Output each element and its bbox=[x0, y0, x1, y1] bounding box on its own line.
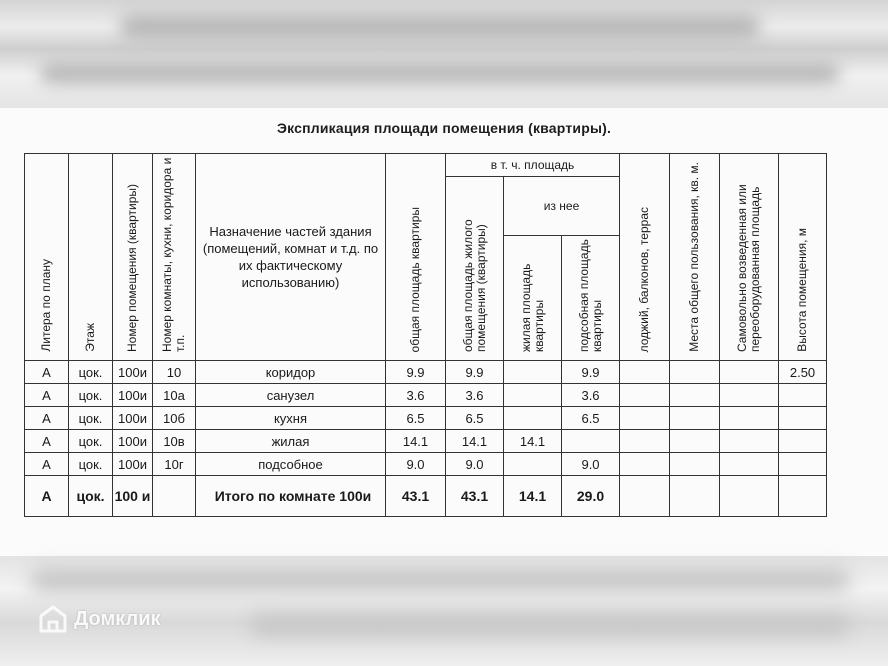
cell-illegal bbox=[720, 430, 779, 453]
header-apartment-number: Номер помещения (квартиры) bbox=[113, 154, 153, 361]
header-illegal-area: Самовольно возведенная или переоборудованная площадь bbox=[720, 154, 779, 361]
cell-total-area: 9.9 bbox=[386, 361, 446, 384]
cell-illegal bbox=[720, 361, 779, 384]
blur-smudge bbox=[40, 62, 840, 84]
cell-living-total: 3.6 bbox=[446, 384, 504, 407]
total-floor: цок. bbox=[69, 476, 113, 517]
cell-illegal bbox=[720, 453, 779, 476]
cell-purpose: подсобное bbox=[196, 453, 386, 476]
total-litera: А bbox=[25, 476, 69, 517]
cell-height bbox=[779, 453, 827, 476]
header-litera: Литера по плану bbox=[25, 154, 69, 361]
cell-apartment: 100и bbox=[113, 407, 153, 430]
cell-auxiliary: 9.9 bbox=[562, 361, 620, 384]
header-purpose: Назначение частей здания (помещений, комнат и т.д. по их фактическому использованию) bbox=[196, 154, 386, 361]
cell-living: 14.1 bbox=[504, 430, 562, 453]
cell-room: 10в bbox=[153, 430, 196, 453]
cell-floor: цок. bbox=[69, 453, 113, 476]
table-row bbox=[25, 407, 827, 430]
blur-smudge bbox=[250, 614, 850, 636]
cell-loggia bbox=[620, 384, 670, 407]
cell-loggia bbox=[620, 361, 670, 384]
cell-apartment: 100и bbox=[113, 430, 153, 453]
cell-litera: А bbox=[25, 407, 69, 430]
table-row bbox=[25, 361, 827, 384]
total-loggia bbox=[620, 476, 670, 517]
cell-common bbox=[670, 407, 720, 430]
cell-total-area: 6.5 bbox=[386, 407, 446, 430]
cell-floor: цок. bbox=[69, 407, 113, 430]
cell-litera: А bbox=[25, 453, 69, 476]
cell-floor: цок. bbox=[69, 430, 113, 453]
cell-living-total: 9.0 bbox=[446, 453, 504, 476]
total-living: 14.1 bbox=[504, 476, 562, 517]
cell-common bbox=[670, 430, 720, 453]
cell-living bbox=[504, 384, 562, 407]
cell-living-total: 6.5 bbox=[446, 407, 504, 430]
total-room bbox=[153, 476, 196, 517]
explication-table bbox=[24, 153, 827, 517]
total-area: 43.1 bbox=[386, 476, 446, 517]
cell-room: 10б bbox=[153, 407, 196, 430]
cell-auxiliary: 3.6 bbox=[562, 384, 620, 407]
header-room-height: Высота помещения, м bbox=[779, 154, 827, 361]
cell-height bbox=[779, 430, 827, 453]
cell-common bbox=[670, 361, 720, 384]
blurred-top-area bbox=[0, 0, 888, 108]
house-logo-icon bbox=[38, 604, 68, 634]
table-row bbox=[25, 453, 827, 476]
header-including-area: в т. ч. площадь bbox=[446, 154, 620, 177]
cell-loggia bbox=[620, 430, 670, 453]
header-loggias: лоджий, балконов, террас bbox=[620, 154, 670, 361]
cell-apartment: 100и bbox=[113, 361, 153, 384]
cell-total-area: 9.0 bbox=[386, 453, 446, 476]
cell-room: 10г bbox=[153, 453, 196, 476]
document-page bbox=[0, 108, 888, 556]
blur-smudge bbox=[120, 14, 760, 40]
cell-auxiliary: 9.0 bbox=[562, 453, 620, 476]
header-row-1 bbox=[25, 154, 827, 177]
cell-height bbox=[779, 384, 827, 407]
cell-floor: цок. bbox=[69, 384, 113, 407]
cell-living bbox=[504, 453, 562, 476]
header-room-number: Номер комнаты, кухни, коридора и т.п. bbox=[153, 154, 196, 361]
total-row bbox=[25, 476, 827, 517]
cell-illegal bbox=[720, 384, 779, 407]
total-common bbox=[670, 476, 720, 517]
cell-loggia bbox=[620, 453, 670, 476]
total-auxiliary: 29.0 bbox=[562, 476, 620, 517]
header-auxiliary-area: подсобная площадь квартиры bbox=[562, 236, 620, 361]
cell-purpose: санузел bbox=[196, 384, 386, 407]
cell-loggia bbox=[620, 407, 670, 430]
header-common-areas: Места общего пользования, кв. м. bbox=[670, 154, 720, 361]
cell-living-total: 14.1 bbox=[446, 430, 504, 453]
cell-common bbox=[670, 384, 720, 407]
cell-common bbox=[670, 453, 720, 476]
cell-purpose: жилая bbox=[196, 430, 386, 453]
cell-room: 10 bbox=[153, 361, 196, 384]
domclick-watermark bbox=[38, 604, 161, 634]
cell-apartment: 100и bbox=[113, 453, 153, 476]
cell-illegal bbox=[720, 407, 779, 430]
header-living-total-area: общая площадь жилого помещения (квартиры) bbox=[446, 177, 504, 361]
cell-purpose: коридор bbox=[196, 361, 386, 384]
cell-height bbox=[779, 407, 827, 430]
total-height bbox=[779, 476, 827, 517]
cell-living-total: 9.9 bbox=[446, 361, 504, 384]
header-of-which: из нее bbox=[504, 177, 620, 236]
cell-auxiliary: 6.5 bbox=[562, 407, 620, 430]
total-living-total: 43.1 bbox=[446, 476, 504, 517]
cell-litera: А bbox=[25, 430, 69, 453]
table-row bbox=[25, 430, 827, 453]
watermark-text: Домклик bbox=[74, 607, 161, 630]
cell-litera: А bbox=[25, 384, 69, 407]
header-living-area: жилая площадь квартиры bbox=[504, 236, 562, 361]
cell-room: 10а bbox=[153, 384, 196, 407]
total-illegal bbox=[720, 476, 779, 517]
total-label: Итого по комнате 100и bbox=[196, 476, 386, 517]
cell-living bbox=[504, 407, 562, 430]
cell-total-area: 14.1 bbox=[386, 430, 446, 453]
cell-living bbox=[504, 361, 562, 384]
cell-purpose: кухня bbox=[196, 407, 386, 430]
cell-auxiliary bbox=[562, 430, 620, 453]
header-total-area: общая площадь квартиры bbox=[386, 154, 446, 361]
document-title: Экспликация площади помещения (квартиры). bbox=[276, 120, 612, 136]
cell-total-area: 3.6 bbox=[386, 384, 446, 407]
cell-apartment: 100и bbox=[113, 384, 153, 407]
total-apartment: 100 и bbox=[113, 476, 153, 517]
cell-litera: А bbox=[25, 361, 69, 384]
cell-floor: цок. bbox=[69, 361, 113, 384]
cell-height: 2.50 bbox=[779, 361, 827, 384]
table-row bbox=[25, 384, 827, 407]
header-floor: Этаж bbox=[69, 154, 113, 361]
blur-smudge bbox=[30, 568, 850, 592]
